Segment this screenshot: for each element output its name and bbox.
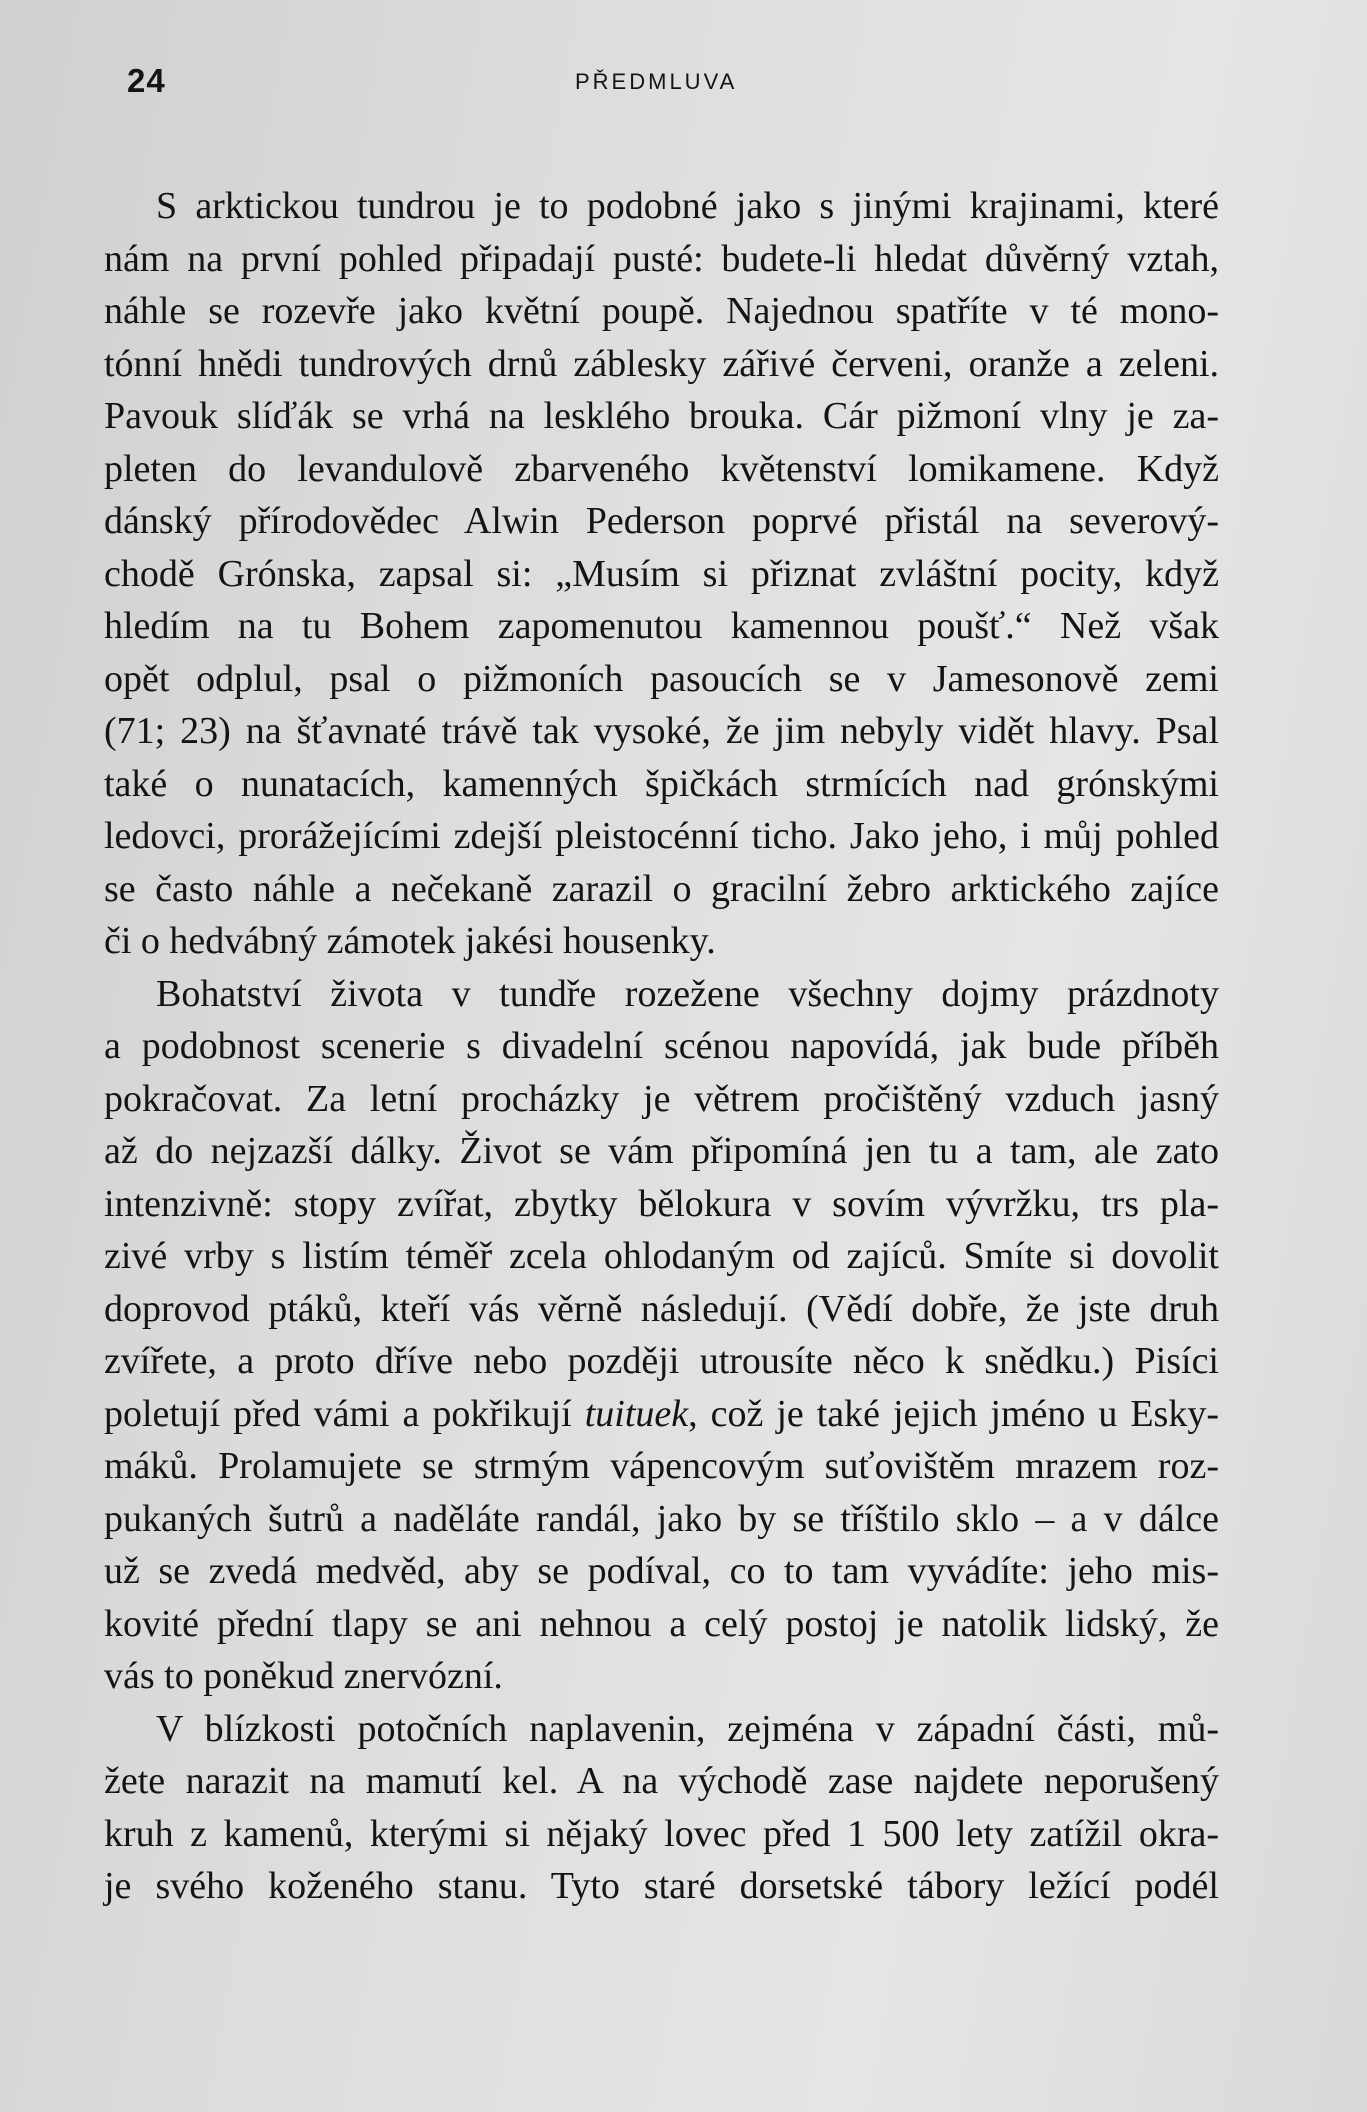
- text-line: pukaných šutrů a naděláte randál, jako by se tříštilo sklo – a v dálce: [104, 1497, 1219, 1540]
- text-line: už se zvedá medvěd, aby se podíval, co to tam vyvádíte: jeho mis-: [104, 1550, 1219, 1592]
- text-line: vás to poněkud znervózní.: [104, 1655, 503, 1697]
- text-line: opět odplul, psal o pižmoních pasoucích se v Jamesonově zemi: [104, 657, 1219, 700]
- paragraph-1: [104, 180, 1219, 968]
- text-line: se často náhle a nečekaně zarazil o gracilní žebro arktického zajíce: [104, 867, 1219, 910]
- text-body: [104, 180, 1219, 1913]
- text-line: máků. Prolamujete se strmým vápencovým suťovištěm mrazem roz-: [104, 1445, 1219, 1487]
- text-line-with-italic: poletují před vámi a pokřikují tuituek, což je také jejich jméno u Esky-: [104, 1392, 1219, 1435]
- text-line: kovité přední tlapy se ani nehnou a celý postoj je natolik lidský, že: [104, 1602, 1219, 1645]
- text-line: kruh z kamenů, kterými si nějaký lovec před 1 500 lety zatížil okra-: [104, 1812, 1219, 1855]
- text-line: intenzivně: stopy zvířat, zbytky bělokura v sovím vývržku, trs pla-: [104, 1182, 1219, 1225]
- chapter-title: PŘEDMLUVA: [575, 69, 738, 94]
- text-line: pleten do levandulově zbarveného květenství lomikamene. Když: [104, 447, 1219, 490]
- text-line: (71; 23) na šťavnaté trávě tak vysoké, že jim nebyly vidět hlavy. Psal: [104, 710, 1219, 752]
- text-line: žete narazit na mamutí kel. A na východě zase najdete neporušený: [104, 1760, 1219, 1802]
- text-line: V blízkosti potočních naplavenin, zejména v západní části, mů-: [156, 1707, 1219, 1750]
- text-line: také o nunatacích, kamenných špičkách strmících nad grónskými: [104, 762, 1219, 805]
- running-head: [127, 62, 1227, 102]
- text-line: hledím na tu Bohem zapomenutou kamennou poušť.“ Než však: [104, 605, 1219, 647]
- text-line: S arktickou tundrou je to podobné jako s jinými krajinami, které: [156, 185, 1219, 227]
- text-line: či o hedvábný zámotek jakési housenky.: [104, 920, 716, 962]
- text-line: Pavouk slíďák se vrhá na lesklého brouka. Cár pižmoní vlny je za-: [104, 395, 1219, 437]
- text-line: chodě Grónska, zapsal si: „Musím si přiznat zvláštní pocity, když: [104, 552, 1219, 595]
- page-number: 24: [127, 62, 166, 99]
- paragraph-2: [104, 968, 1219, 1703]
- text-line: zvířete, a proto dříve nebo později utrousíte něco k snědku.) Pisíci: [104, 1340, 1219, 1382]
- text-line: ledovci, prorážejícími zdejší pleistocénní ticho. Jako jeho, i můj pohled: [104, 815, 1219, 857]
- text-line: doprovod ptáků, kteří vás věrně následují. (Vědí dobře, že jste druh: [104, 1287, 1219, 1330]
- italic-word: tuituek: [584, 1392, 689, 1435]
- paragraph-3: [104, 1703, 1219, 1913]
- text-line: a podobnost scenerie s divadelní scénou napovídá, jak bude příběh: [104, 1025, 1219, 1067]
- text-line: až do nejzazší dálky. Život se vám připomíná jen tu a tam, ale zato: [104, 1130, 1219, 1172]
- text-line: dánský přírodovědec Alwin Pederson poprvé přistál na severový-: [104, 500, 1219, 542]
- text-line: Bohatství života v tundře rozežene všechny dojmy prázdnoty: [156, 972, 1219, 1015]
- text-line: náhle se rozevře jako květní poupě. Najednou spatříte v té mono-: [104, 290, 1219, 332]
- text-line: nám na první pohled připadají pusté: budete-li hledat důvěrný vztah,: [104, 237, 1219, 280]
- text-line: zivé vrby s listím téměř zcela ohlodaným od zajíců. Smíte si dovolit: [104, 1235, 1219, 1277]
- text-line: pokračovat. Za letní procházky je větrem pročištěný vzduch jasný: [104, 1077, 1219, 1120]
- text-line: je svého koženého stanu. Tyto staré dorsetské tábory ležící podél: [104, 1865, 1219, 1907]
- text-line: tónní hnědi tundrových drnů záblesky zářivé červeni, oranže a zeleni.: [104, 342, 1219, 385]
